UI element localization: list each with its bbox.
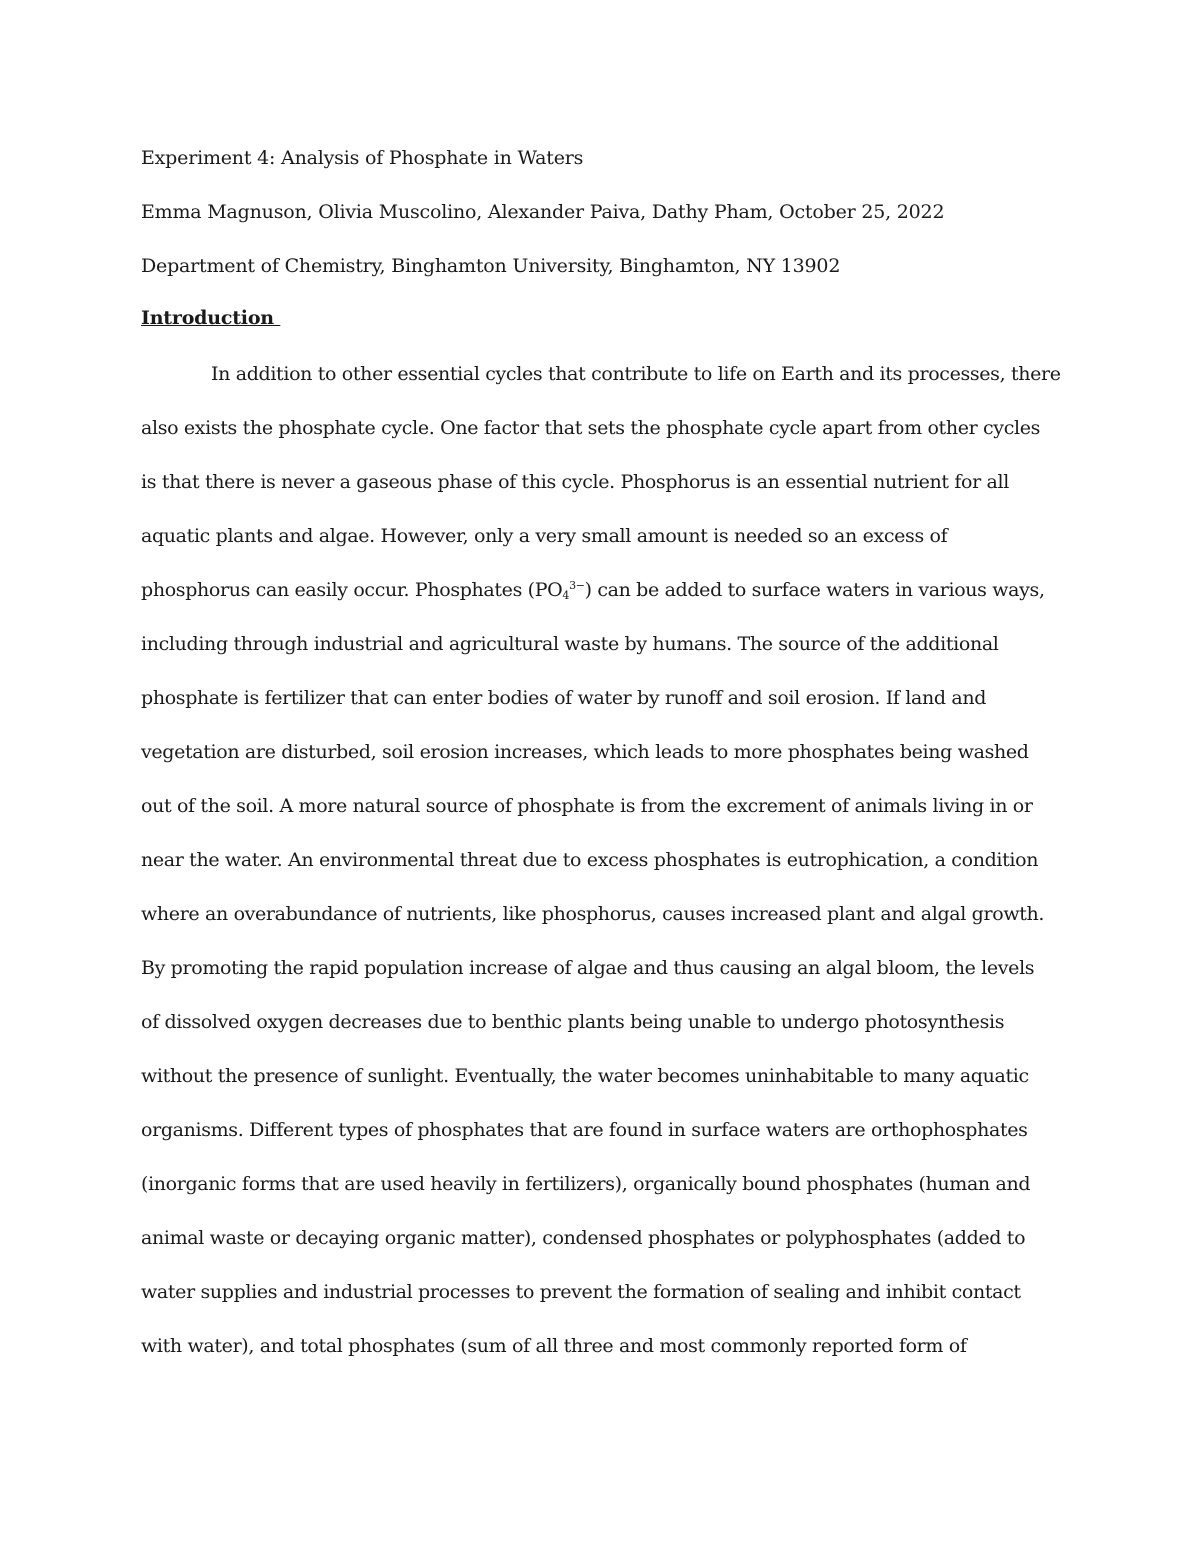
formula-text-after: ) can be added to surface waters in various ways, — [584, 579, 1045, 601]
formula-superscript: 3− — [569, 579, 585, 592]
paragraph-line: (inorganic forms that are used heavily in fertilizers), organically bound phosphates (human and — [141, 1173, 1031, 1195]
paragraph-line: of dissolved oxygen decreases due to benthic plants being unable to undergo photosynthesis — [141, 1011, 1005, 1033]
paragraph-line: water supplies and industrial processes to prevent the formation of sealing and inhibit contact — [141, 1281, 1021, 1303]
affiliation-line: Department of Chemistry, Binghamton University, Binghamton, NY 13902 — [141, 255, 841, 277]
paragraph-line: vegetation are disturbed, soil erosion increases, which leads to more phosphates being washed — [141, 741, 1029, 763]
paragraph-line: In addition to other essential cycles that contribute to life on Earth and its processes, there — [211, 363, 1061, 385]
paragraph-line: near the water. An environmental threat due to excess phosphates is eutrophication, a condition — [141, 849, 1039, 871]
paragraph-line: without the presence of sunlight. Eventually, the water becomes uninhabitable to many aquatic — [141, 1065, 1029, 1087]
author-line: Emma Magnuson, Olivia Muscolino, Alexander Paiva, Dathy Pham, October 25, 2022 — [141, 201, 945, 223]
section-heading-introduction: Introduction — [141, 307, 281, 329]
paragraph-line: animal waste or decaying organic matter), condensed phosphates or polyphosphates (added to — [141, 1227, 1026, 1249]
paragraph-line: including through industrial and agricultural waste by humans. The source of the additional — [141, 633, 999, 655]
paragraph-line: with water), and total phosphates (sum of all three and most commonly reported form of — [141, 1335, 967, 1357]
paragraph-line: also exists the phosphate cycle. One factor that sets the phosphate cycle apart from other cycles — [141, 417, 1041, 439]
document-title: Experiment 4: Analysis of Phosphate in Waters — [141, 147, 584, 169]
paragraph-line: where an overabundance of nutrients, like phosphorus, causes increased plant and algal growth. — [141, 903, 1045, 925]
paragraph-line: aquatic plants and algae. However, only a very small amount is needed so an excess of — [141, 525, 948, 547]
paragraph-line: organisms. Different types of phosphates that are found in surface waters are orthophosphates — [141, 1119, 1028, 1141]
paragraph-line: phosphate is fertilizer that can enter bodies of water by runoff and soil erosion. If land and — [141, 687, 987, 709]
formula-text-before: phosphorus can easily occur. Phosphates (PO — [141, 579, 563, 601]
paragraph-line: out of the soil. A more natural source of phosphate is from the excrement of animals living in or — [141, 795, 1033, 817]
formula-subscript: 4 — [562, 589, 570, 602]
paragraph-line: By promoting the rapid population increase of algae and thus causing an algal bloom, the levels — [141, 957, 1035, 979]
paragraph-line: is that there is never a gaseous phase of this cycle. Phosphorus is an essential nutrient for all — [141, 471, 1009, 493]
paragraph-line-formula — [141, 578, 1045, 602]
